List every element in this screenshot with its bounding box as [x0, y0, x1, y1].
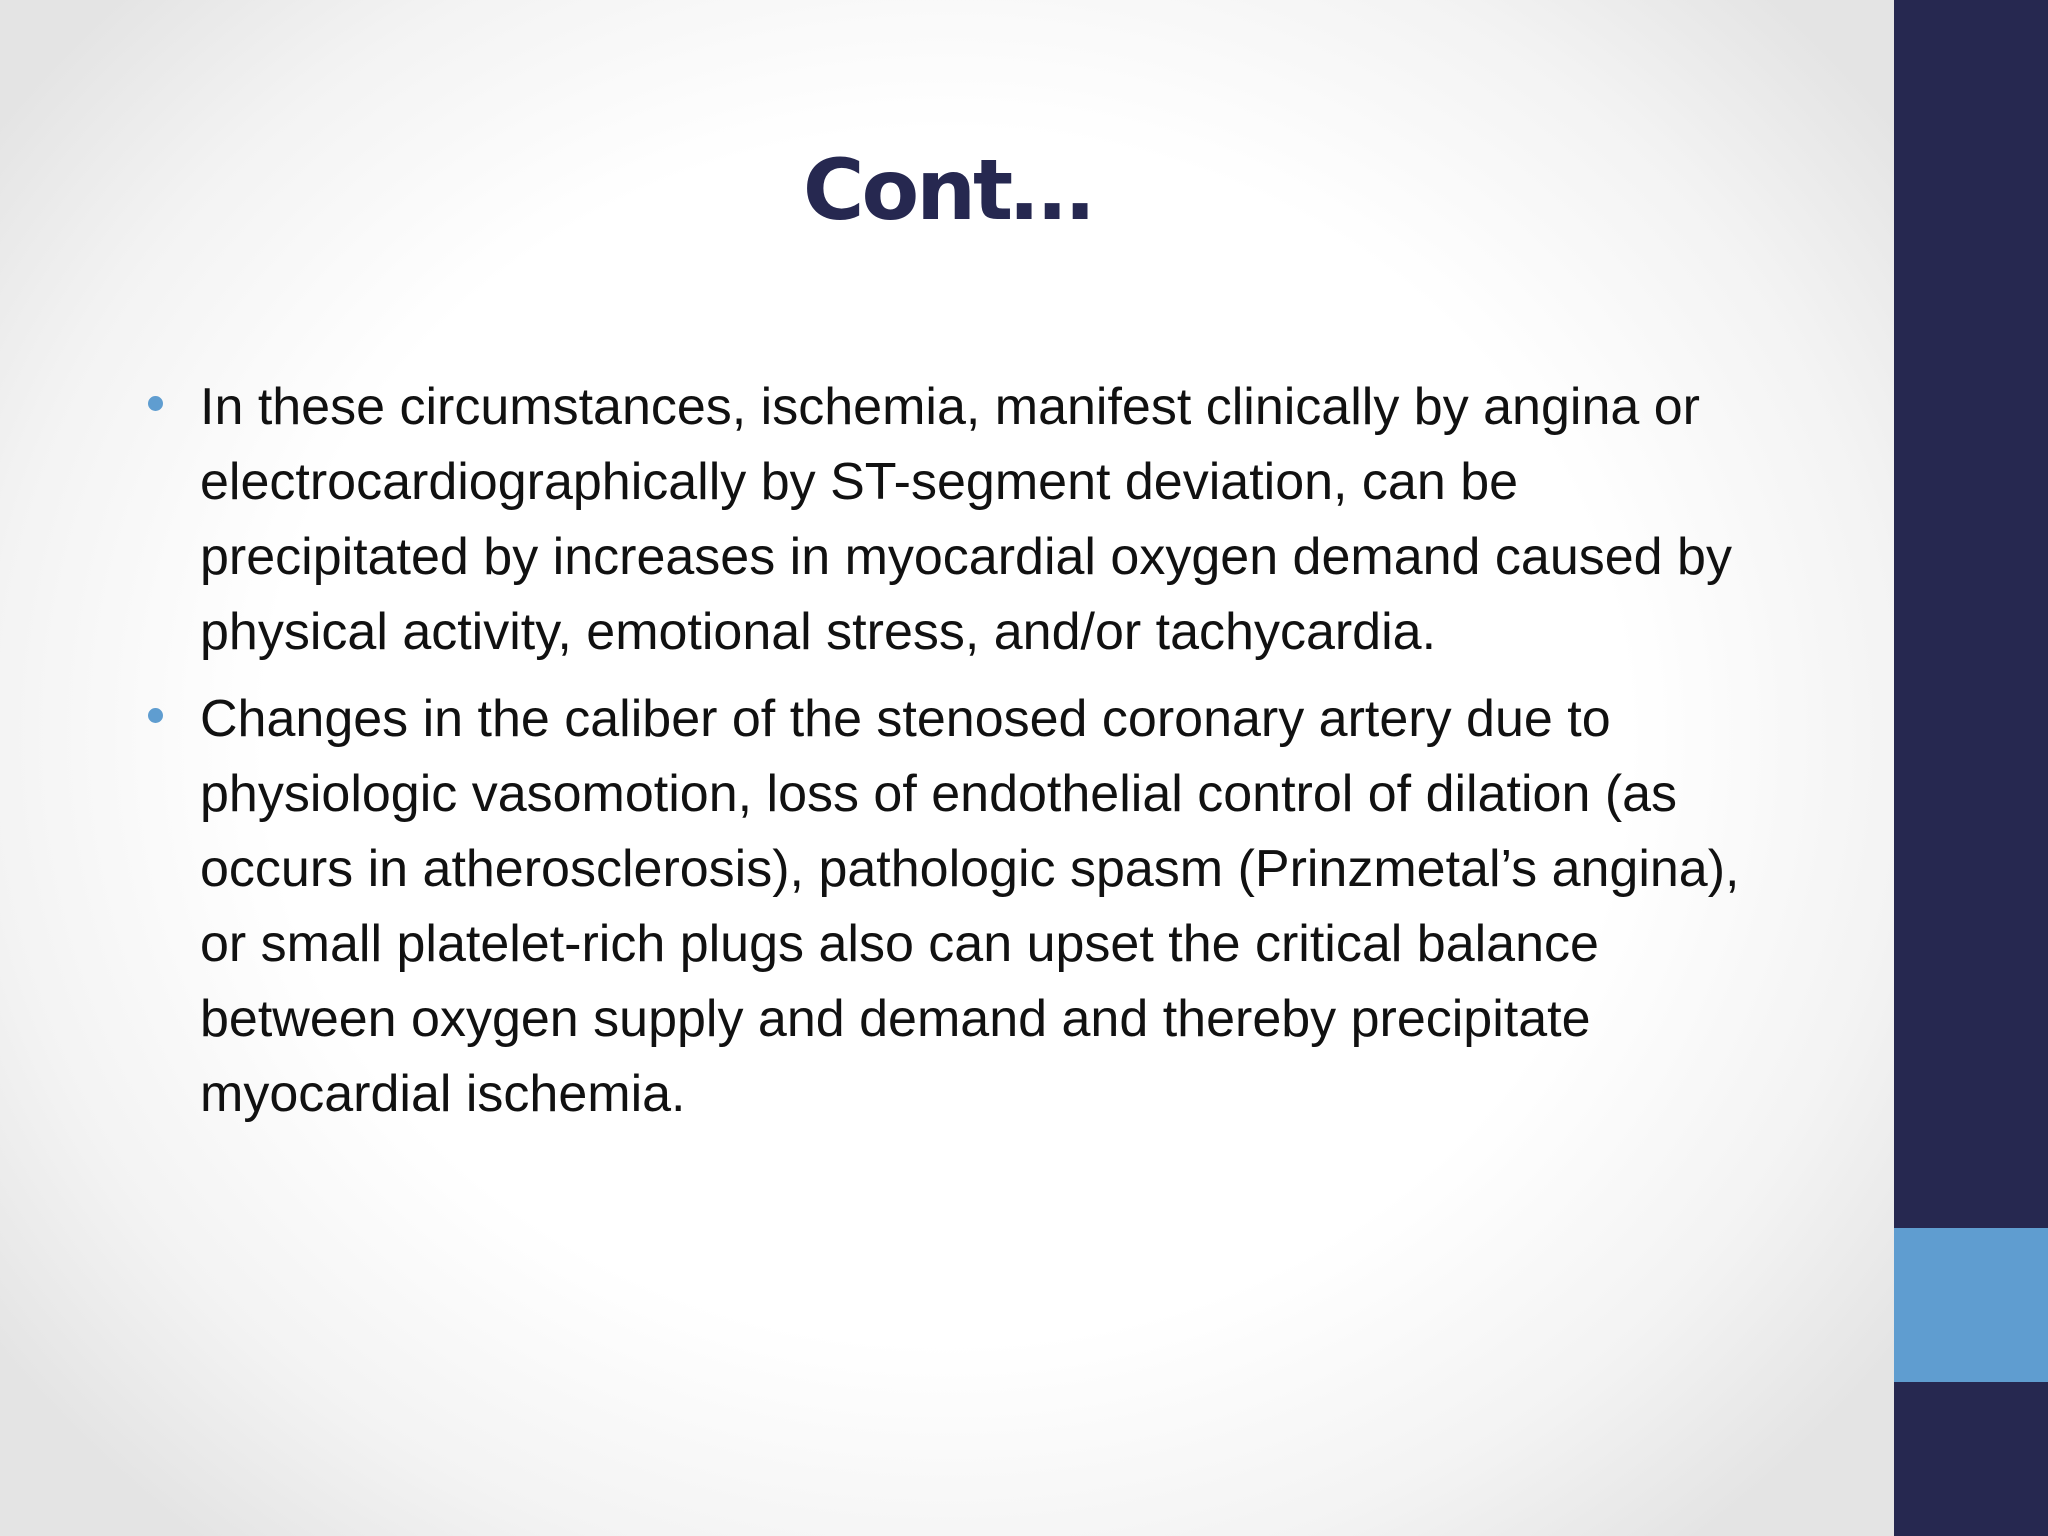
bullet-list — [140, 370, 1780, 1144]
bullet-item — [140, 370, 1780, 670]
bullet-text: In these circumstances, ischemia, manifest clinically by angina or electrocardiographically by ST-segment deviation, can be precipitated by increases in myocardial oxygen demand caused by physical activity, emotional stress, and/or tachycardia. — [200, 378, 1732, 661]
side-accent-block — [1894, 1228, 2048, 1382]
bullet-text: Changes in the caliber of the stenosed coronary artery due to physiologic vasomotion, loss of endothelial control of dilation (as occurs in atherosclerosis), pathologic spasm (Prinzmetal’s angina), or small platelet-rich plugs also can upset the critical balance between oxygen supply and demand and thereby precipitate myocardial ischemia. — [200, 690, 1740, 1123]
bullet-item — [140, 682, 1780, 1132]
bullet-dot-icon — [148, 708, 163, 723]
bullet-dot-icon — [148, 396, 163, 411]
slide-title: Cont… — [802, 141, 1092, 239]
